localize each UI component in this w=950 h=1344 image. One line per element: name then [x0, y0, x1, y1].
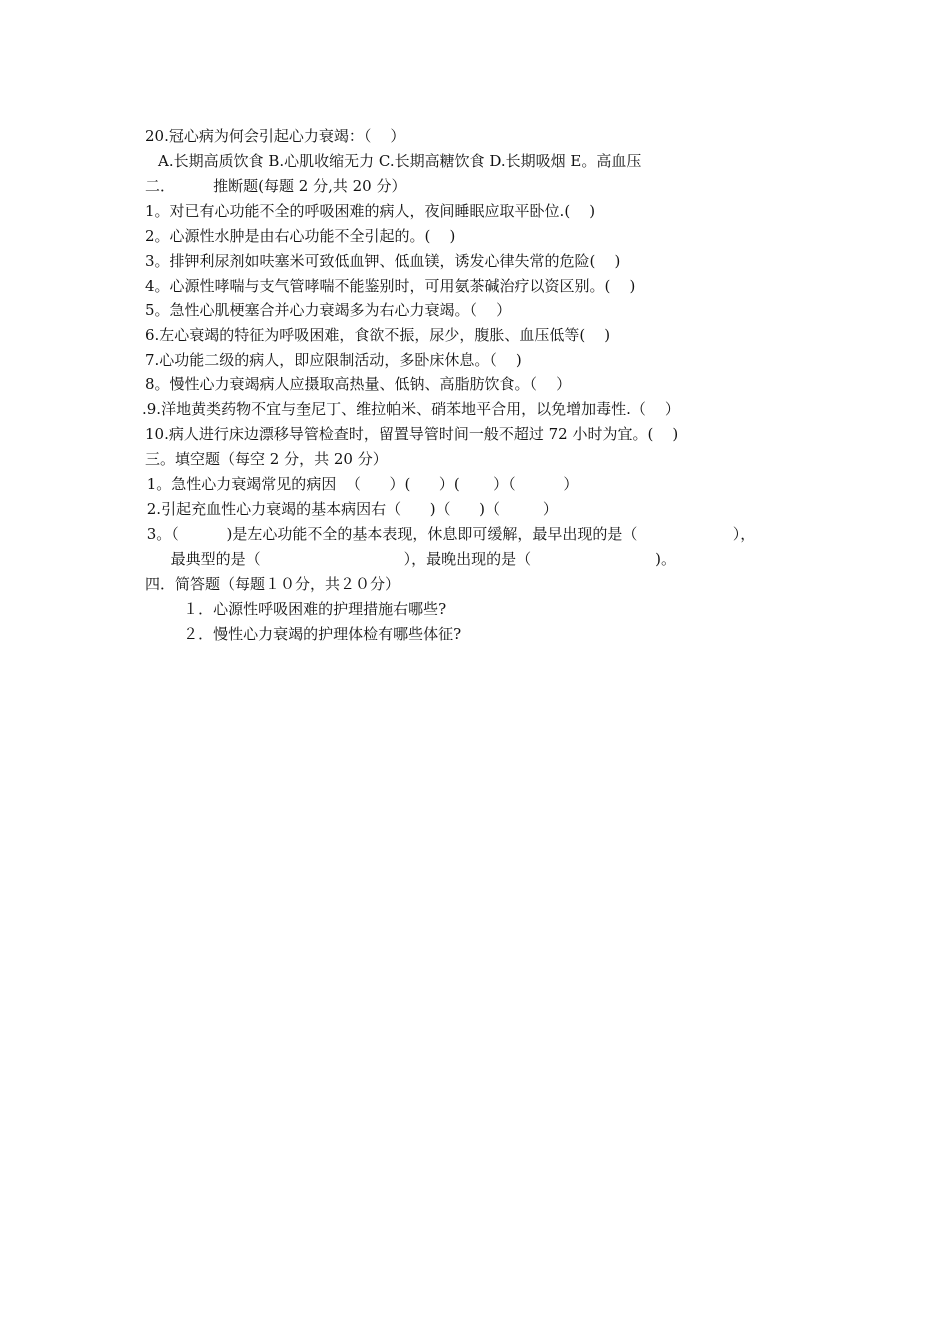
judgment-item-1: 1。对已有心功能不全的呼吸困难的病人，夜间睡眠应取平卧位.( ): [145, 202, 596, 220]
question-20-options: A.长期高质饮食 B.心肌收缩无力 C.长期高糖饮食 D.长期吸烟 E。高血压: [158, 152, 642, 170]
judgment-item-10: 10.病人进行床边漂移导管检查时，留置导管时间一般不超过 72 小时为宜。( ): [145, 425, 679, 443]
section-4-heading: 四．简答题（每题１０分，共２０分）: [145, 575, 401, 593]
fill-item-1: 1。急性心力衰竭常见的病因 （ ）( ）( ）（ ）: [142, 475, 579, 493]
judgment-item-5: 5。急性心肌梗塞合并心力衰竭多为右心力衰竭。（ ）: [145, 301, 512, 319]
short-answer-item-2: ２．慢性心力衰竭的护理体检有哪些体征?: [145, 625, 462, 643]
fill-item-2: 2.引起充血性心力衰竭的基本病因右（ )（ )（ ）: [142, 500, 558, 518]
judgment-item-8: 8。慢性心力衰竭病人应摄取高热量、低钠、高脂肪饮食。（ ）: [145, 375, 572, 393]
judgment-item-2: 2。心源性水肿是由右心功能不全引起的。( ): [145, 227, 456, 245]
section-3-heading: 三。填空题（每空 2 分，共 20 分）: [145, 450, 388, 468]
judgment-item-7: 7.心功能二级的病人，即应限制活动，多卧床休息。（ ): [145, 351, 522, 369]
judgment-item-9: .9.洋地黄类药物不宜与奎尼丁、维拉帕米、硝苯地平合用，以免增加毒性.（ ）: [142, 400, 680, 418]
question-20-stem: 20.冠心病为何会引起心力衰竭：（ ）: [145, 127, 406, 145]
fill-item-3: 3。（ )是左心功能不全的基本表现，休息即可缓解，最早出现的是（ ），: [142, 525, 756, 543]
judgment-item-6: 6.左心衰竭的特征为呼吸困难，食欲不振，尿少，腹胀、血压低等( ): [145, 326, 611, 344]
fill-item-3-continued: 最典型的是（ ），最晚出现的是（ )。: [142, 550, 676, 568]
section-2-heading: 二． 推断题(每题 2 分,共 20 分）: [145, 177, 407, 195]
judgment-item-3: 3。排钾利尿剂如呋塞米可致低血钾、低血镁，诱发心律失常的危险( ): [145, 252, 621, 270]
short-answer-item-1: １．心源性呼吸困难的护理措施右哪些?: [145, 600, 447, 618]
judgment-item-4: 4。心源性哮喘与支气管哮喘不能鉴别时，可用氨茶碱治疗以资区别。( ): [145, 277, 636, 295]
